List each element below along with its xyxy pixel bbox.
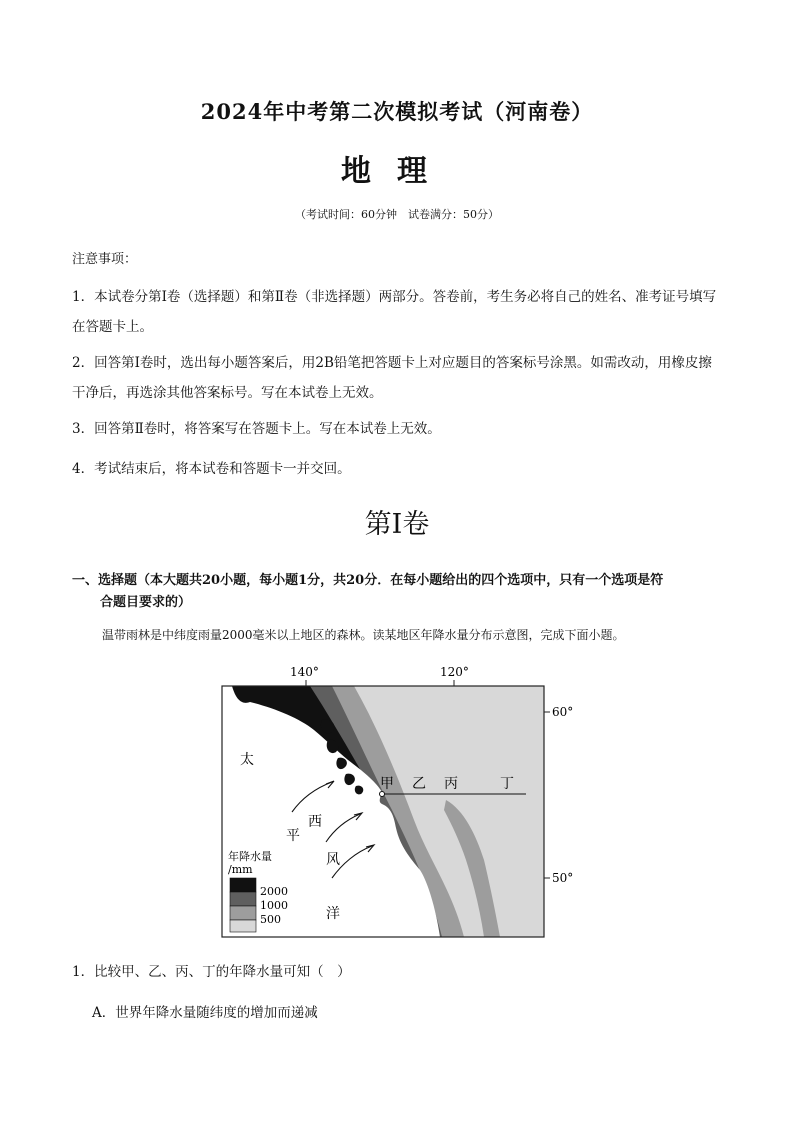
subject-title: 地理	[341, 154, 453, 189]
lat-label-60: 60°	[552, 705, 574, 719]
legend-swatch-500	[230, 906, 256, 920]
note-item-4: 4．考试结束后，将本试卷和答题卡一并交回。	[72, 461, 351, 477]
section-line-2: 合题目要求的）	[100, 595, 192, 610]
legend-unit: /mm	[228, 863, 253, 876]
lon-label-120: 120°	[440, 665, 469, 679]
note-item-2: 2．回答第Ⅰ卷时，选出每小题答案后，用2B铅笔把答题卡上对应题目的答案标号涂黑。如需改动，用橡皮擦干净后，再选涂其他答案标号。写在本试卷上无效。	[72, 355, 712, 401]
question-1-option-a: A．世界年降水量随纬度的增加而递减	[92, 1005, 318, 1021]
point-jia-marker	[380, 792, 385, 797]
question-1-stem: 1．比较甲、乙、丙、丁的年降水量可知（ ）	[72, 964, 351, 980]
page-title: 2024年中考第二次模拟考试（河南卷）	[200, 99, 594, 124]
note-item-3: 3．回答第Ⅱ卷时，将答案写在答题卡上。写在本试卷上无效。	[72, 421, 441, 437]
lon-label-140: 140°	[290, 665, 319, 679]
lat-label-50: 50°	[552, 871, 574, 885]
point-bing: 丙	[444, 776, 458, 792]
exam-info: （考试时间：60分钟 试卷满分：50分）	[295, 208, 499, 221]
note-item-1: 1．本试卷分第Ⅰ卷（选择题）和第Ⅱ卷（非选择题）两部分。答卷前，考生务必将自己的姓名、准考证号填写在答题卡上。	[72, 289, 717, 335]
notes-heading: 注意事项：	[72, 252, 138, 267]
point-jia: 甲	[380, 776, 394, 792]
precipitation-map	[214, 660, 584, 942]
volume-title: 第Ⅰ卷	[364, 509, 430, 540]
ocean-char-ping: 平	[286, 828, 300, 844]
ocean-char-tai: 太	[240, 752, 254, 768]
legend-value-1000: 1000	[260, 899, 288, 912]
question-intro: 温带雨林是中纬度雨量2000毫米以上地区的森林。读某地区年降水量分布示意图，完成下面小题。	[102, 628, 625, 642]
legend-value-500: 500	[260, 913, 281, 926]
wind-char-xi: 西	[308, 814, 322, 830]
ocean-char-yang: 洋	[326, 906, 340, 922]
legend-swatch-2000	[230, 878, 256, 892]
wind-char-feng: 风	[326, 852, 340, 868]
section-line-1: 一、选择题（本大题共20小题，每小题1分，共20分．在每小题给出的四个选项中，只有一个选项是符	[72, 573, 664, 588]
point-ding: 丁	[500, 776, 514, 792]
legend-title: 年降水量	[228, 850, 272, 863]
section-heading	[72, 570, 728, 614]
legend-swatch-1000	[230, 892, 256, 906]
legend-value-2000: 2000	[260, 885, 288, 898]
point-yi: 乙	[412, 776, 426, 792]
legend-swatch-low	[230, 920, 256, 932]
